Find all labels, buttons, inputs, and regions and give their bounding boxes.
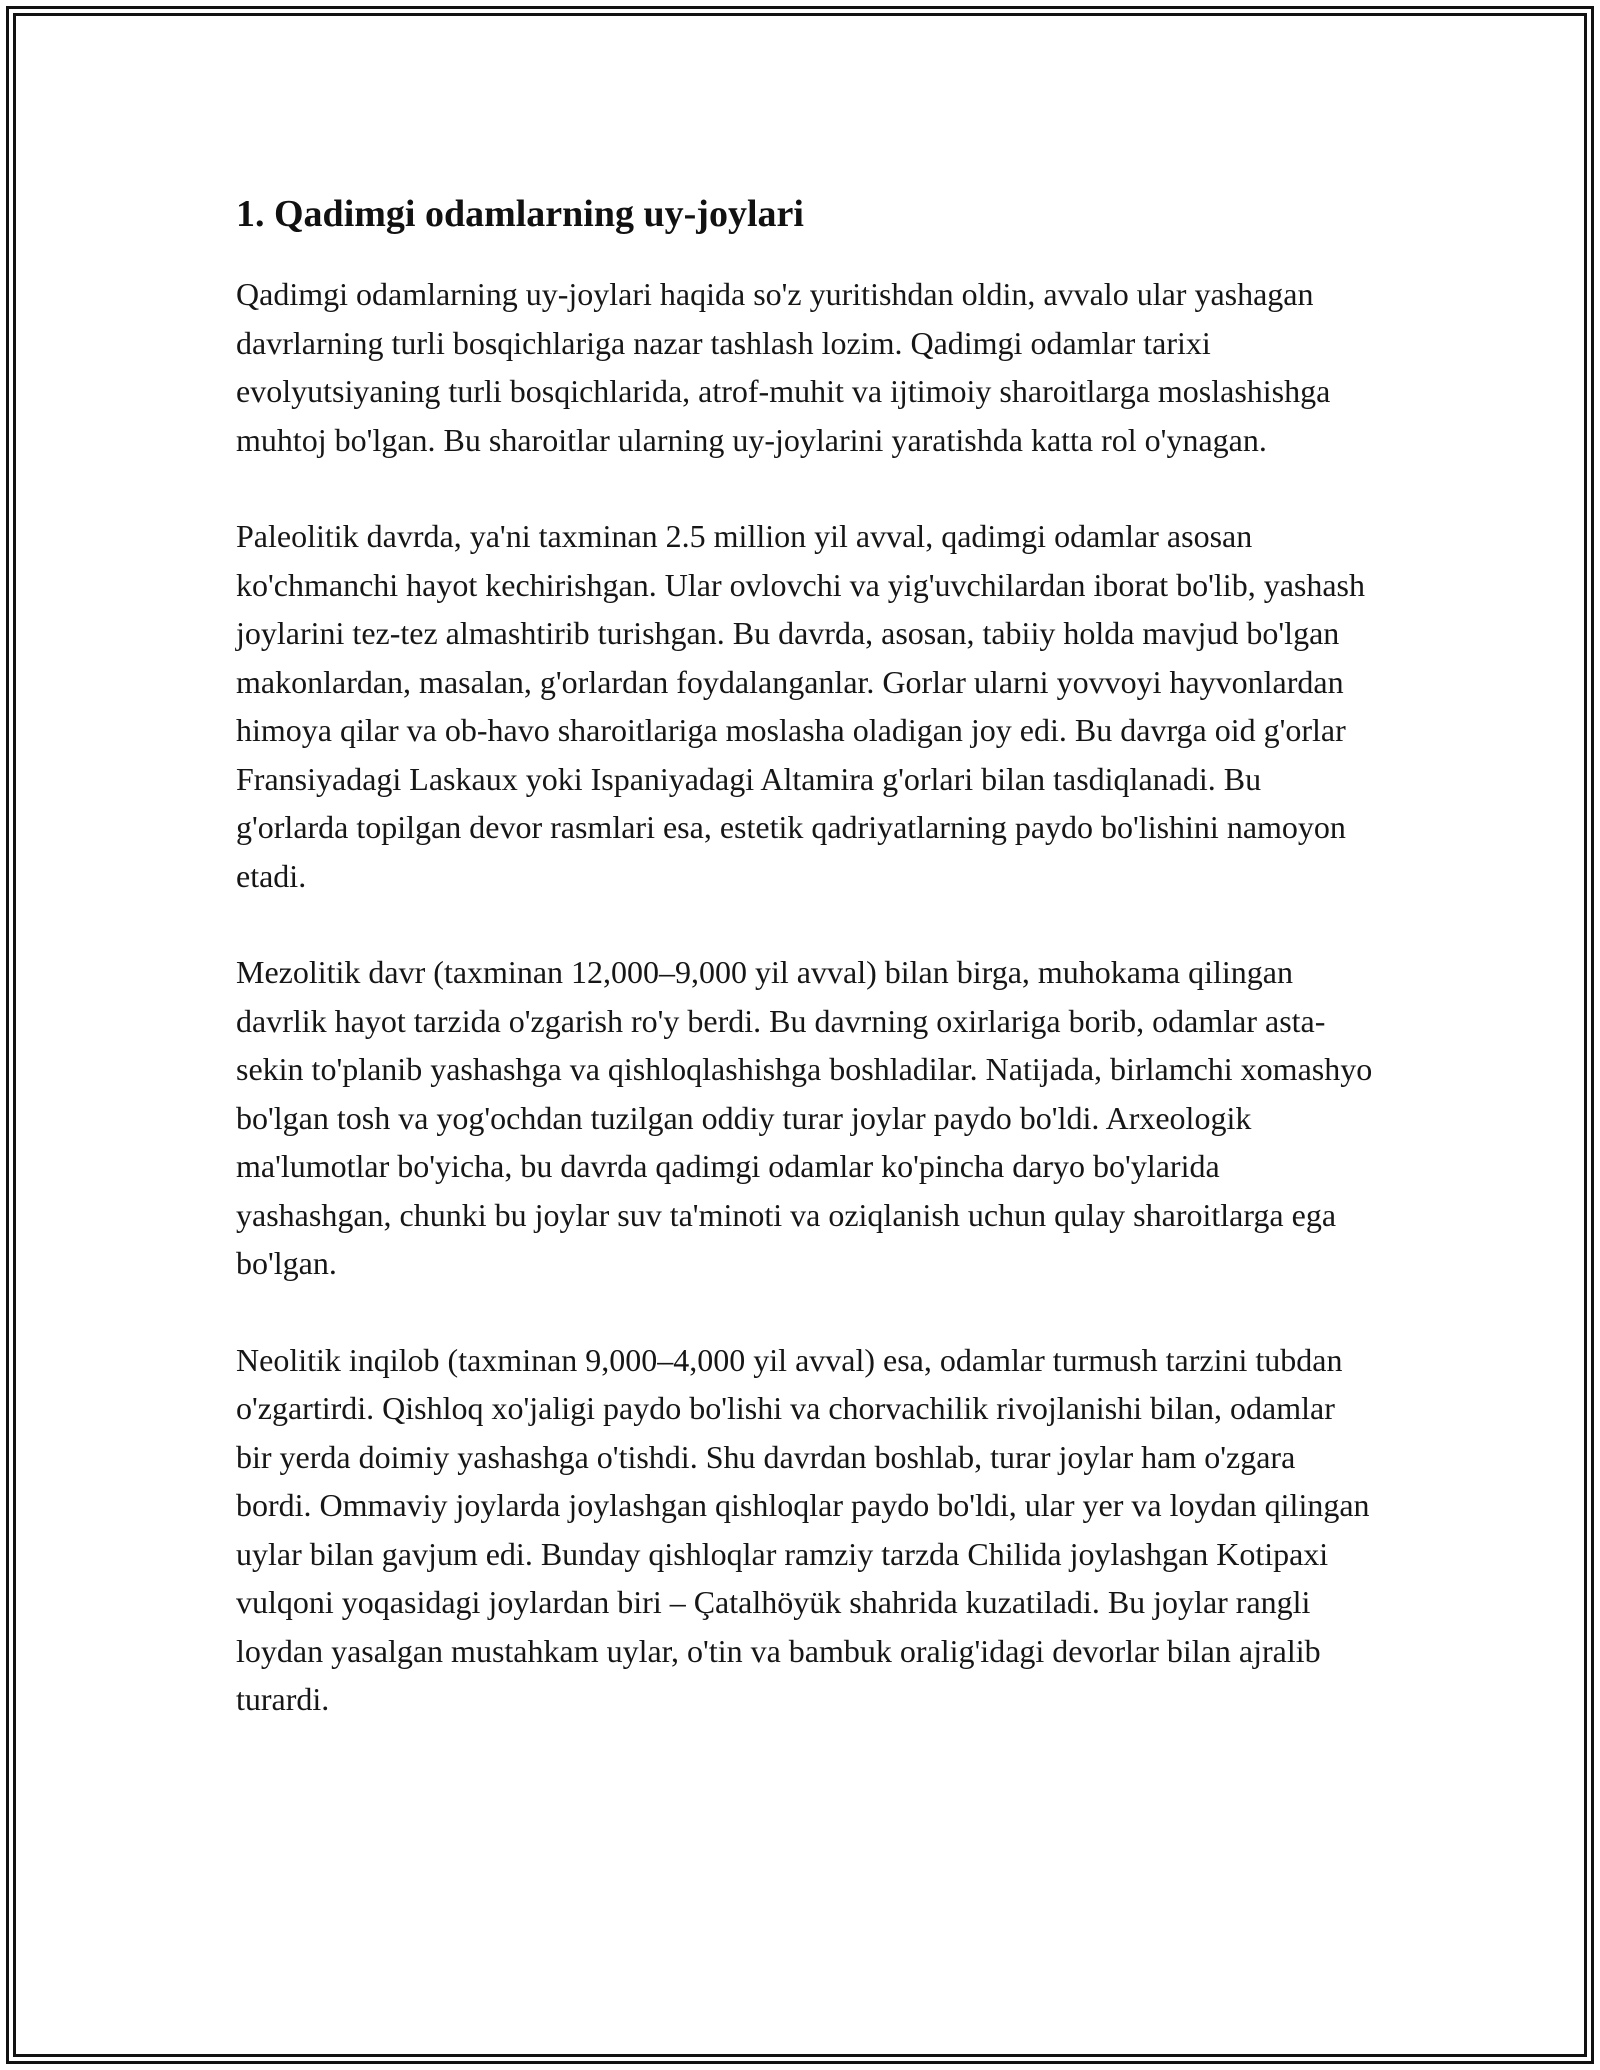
section-title: 1. Qadimgi odamlarning uy-joylari [236,193,804,235]
paragraph-intro: Qadimgi odamlarning uy-joylari haqida so'z yuritishdan oldin, avvalo ular yashagan davrlarning turli bosqichlariga nazar tashlash lozim. Qadimgi odamlar tarixi evolyutsiyaning turli bosqichlarida, atrof-muhit va ijtimoiy sharoitlarga moslashishga muhtoj bo'lgan. Bu sharoitlar ularning uy-joylarini yaratishda katta rol o'ynagan. [236,276,1331,458]
paragraph-mesolithic: Mezolitik davr (taxminan 12,000–9,000 yil avval) bilan birga, muhokama qilingan davrlik hayot tarzida o'zgarish ro'y berdi. Bu davrning oxirlariga borib, odamlar asta-sekin to'planib yashashga va qishloqlashishga boshladilar. Natijada, birlamchi xomashyo bo'lgan tosh va yog'ochdan tuzilgan oddiy turar joylar paydo bo'ldi. Arxeologik ma'lumotlar bo'yicha, bu davrda qadimgi odamlar ko'pincha daryo bo'ylarida yashashgan, chunki bu joylar suv ta'minoti va oziqlanish uchun qulay sharoitlarga ega bo'lgan. [236,954,1373,1281]
paragraph-neolithic: Neolitik inqilob (taxminan 9,000–4,000 yil avval) esa, odamlar turmush tarzini tubdan o'zgartirdi. Qishloq xo'jaligi paydo bo'lishi va chorvachilik rivojlanishi bilan, odamlar bir yerda doimiy yashashga o'tishdi. Shu davrdan boshlab, turar joylar ham o'zgara bordi. Ommaviy joylarda joylashgan qishloqlar paydo bo'ldi, ular yer va loydan qilingan uylar bilan gavjum edi. Bunday qishloqlar ramziy tarzda Chilida joylashgan Kotipaxi vulqoni yoqasidagi joylardan biri – Çatalhöyük shahrida kuzatiladi. Bu joylar rangli loydan yasalgan mustahkam uylar, o'tin va bambuk oralig'idagi devorlar bilan ajralib turardi. [236,1341,1370,1717]
paragraph-paleolithic: Paleolitik davrda, ya'ni taxminan 2.5 million yil avval, qadimgi odamlar asosan ko'chmanchi hayot kechirishgan. Ular ovlovchi va yig'uvchilardan iborat bo'lib, yashash joylarini tez-tez almashtirib turishgan. Bu davrda, asosan, tabiiy holda mavjud bo'lgan makonlardan, masalan, g'orlardan foydalanganlar. Gorlar ularni yovvoyi hayvonlardan himoya qilar va ob-havo sharoitlariga moslasha oladigan joy edi. Bu davrga oid g'orlar Fransiyadagi Laskaux yoki Ispaniyadagi Altamira g'orlari bilan tasdiqlanadi. Bu g'orlarda topilgan devor rasmlari esa, estetik qadriyatlarning paydo bo'lishini namoyon etadi. [236,518,1365,894]
document-body [236,188,1376,1772]
